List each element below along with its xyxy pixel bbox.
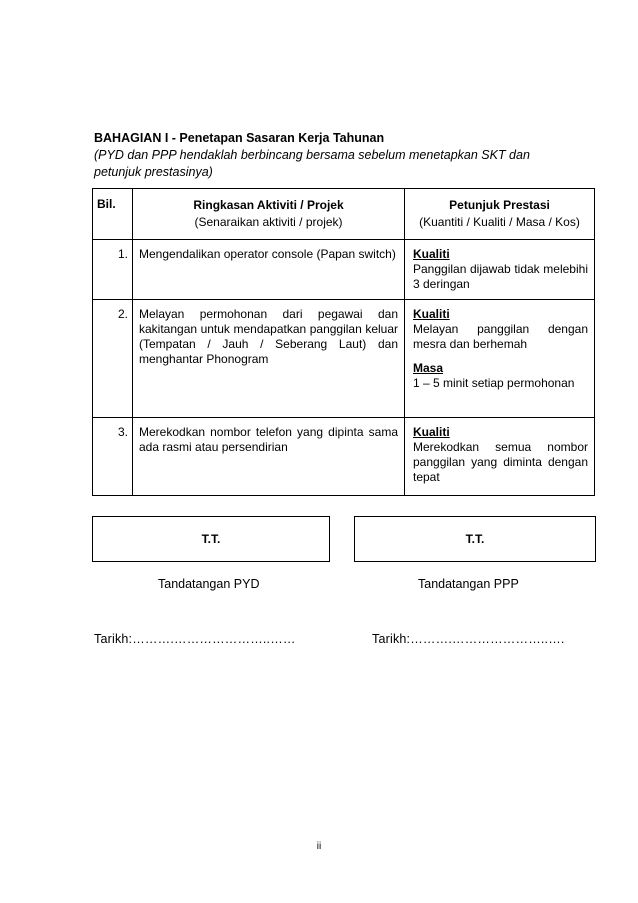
table-row	[93, 300, 595, 418]
date-field-ppp[interactable]: Tarikh:……….…………………..….	[372, 632, 565, 646]
perf-label: Kualiti	[413, 307, 450, 321]
perf-label: Kualiti	[413, 425, 450, 439]
row-activity: Merekodkan nombor telefon yang dipinta sama ada rasmi atau persendirian	[133, 418, 405, 496]
row-activity: Melayan permohonan dari pegawai dan kakitangan untuk mendapatkan panggilan keluar (Tempatan / Jauh / Seberang Laut) dan menghantar Phonogram	[133, 300, 405, 418]
header-bil: Bil.	[93, 189, 133, 240]
perf-label: Masa	[413, 361, 444, 375]
header-activity-title: Ringkasan Aktiviti / Projek	[193, 198, 344, 212]
table-row	[93, 418, 595, 496]
perf-text: Panggilan dijawab tidak melebihi 3 deringan	[413, 262, 588, 291]
date-field-pyd[interactable]: Tarikh:……….…………………..……	[94, 632, 296, 646]
section-heading: BAHAGIAN I - Penetapan Sasaran Kerja Tahunan	[94, 131, 385, 145]
signature-box-ppp[interactable]: T.T.	[354, 516, 596, 562]
header-performance-sub: (Kuantiti / Kualiti / Masa / Kos)	[419, 215, 580, 229]
header-activity-sub: (Senaraikan aktiviti / projek)	[194, 215, 343, 229]
header-activity	[133, 189, 405, 240]
section-intro: (PYD dan PPP hendaklah berbincang bersama sebelum menetapkan SKT dan petunjuk prestasinya)	[94, 148, 530, 179]
table-header-row	[93, 189, 595, 240]
perf-text: 1 – 5 minit setiap permohonan	[413, 376, 575, 390]
perf-label: Kualiti	[413, 247, 450, 261]
table-row	[93, 240, 595, 300]
page-number: ii	[316, 841, 322, 852]
perf-text: Merekodkan semua nombor panggilan yang diminta dengan tepat	[413, 440, 588, 484]
header-performance	[405, 189, 595, 240]
row-activity: Mengendalikan operator console (Papan switch)	[133, 240, 405, 300]
perf-text: Melayan panggilan dengan mesra dan berhemah	[413, 322, 588, 351]
signature-label-pyd: Tandatangan PYD	[158, 577, 260, 591]
signature-box-pyd[interactable]: T.T.	[92, 516, 330, 562]
header-performance-title: Petunjuk Prestasi	[449, 198, 550, 212]
row-number: 2.	[93, 300, 133, 418]
row-performance	[405, 418, 595, 496]
row-performance	[405, 240, 595, 300]
row-number: 1.	[93, 240, 133, 300]
row-number: 3.	[93, 418, 133, 496]
row-performance	[405, 300, 595, 418]
skt-table	[92, 188, 595, 496]
signature-label-ppp: Tandatangan PPP	[418, 577, 519, 591]
